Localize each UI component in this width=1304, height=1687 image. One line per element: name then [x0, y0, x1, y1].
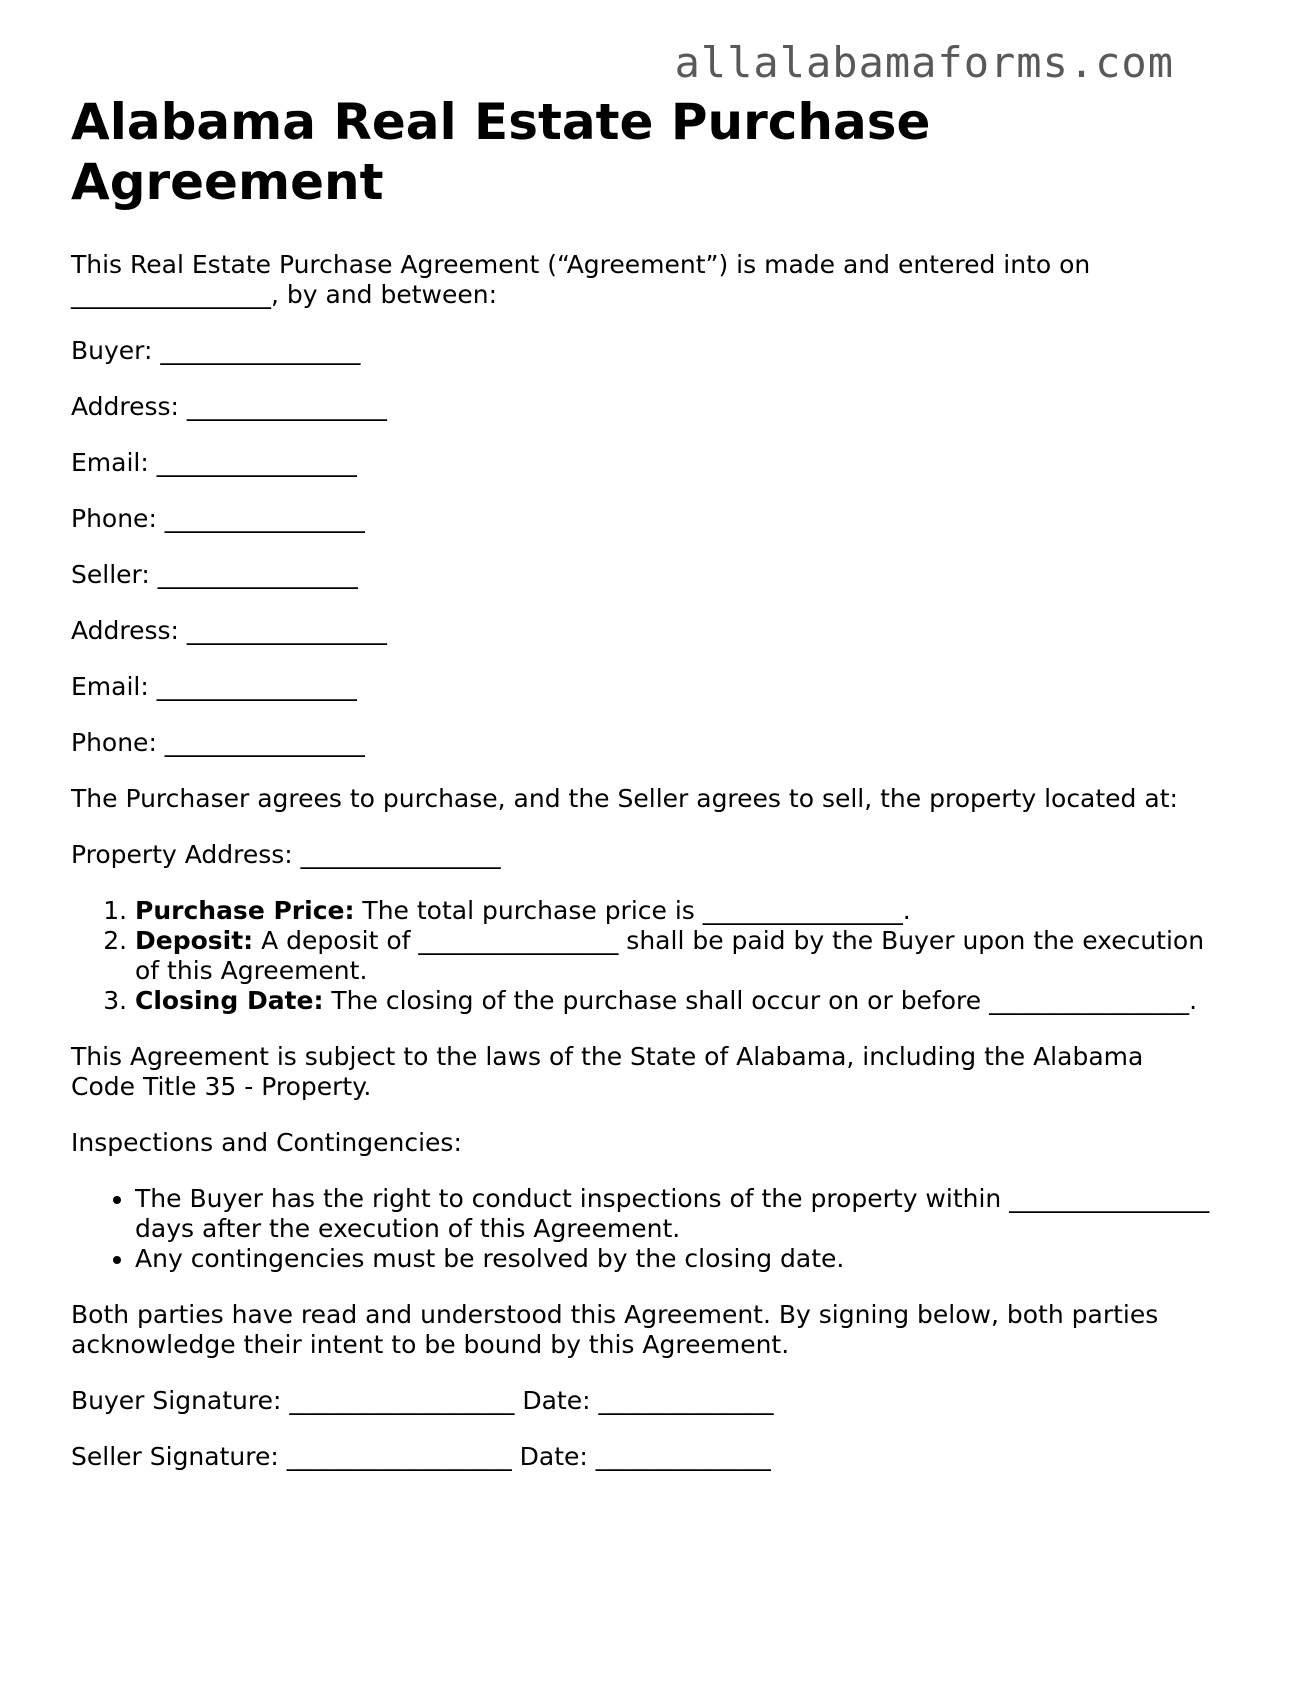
- buyer-address-field[interactable]: Address: ________________: [71, 392, 387, 421]
- site-watermark: allalabamaforms.com: [674, 38, 1174, 87]
- term-purchase-price[interactable]: [135, 896, 1211, 926]
- page-title: Alabama Real Estate Purchase Agreement: [71, 93, 931, 211]
- inspection-item: • Any contingencies must be resolved by the closing date.: [135, 1244, 1211, 1274]
- seller-signature-field[interactable]: Seller Signature: __________________ Date: ______________: [71, 1442, 771, 1471]
- seller-phone-field[interactable]: Phone: ________________: [71, 728, 365, 757]
- inspections-heading: Inspections and Contingencies:: [71, 1128, 462, 1157]
- purchase-statement: The Purchaser agrees to purchase, and the Seller agrees to sell, the property located at:: [71, 784, 1178, 813]
- property-address-field[interactable]: Property Address: ________________: [71, 840, 501, 869]
- seller-address-field[interactable]: Address: ________________: [71, 616, 387, 645]
- term-label: Closing Date:: [135, 986, 324, 1015]
- buyer-phone-field[interactable]: Phone: ________________: [71, 504, 365, 533]
- buyer-name-field[interactable]: Buyer: ________________: [71, 336, 361, 365]
- term-text: A deposit of ________________ shall be paid by the Buyer upon the execution of this Agreement.: [135, 926, 1205, 985]
- seller-name-field[interactable]: Seller: ________________: [71, 560, 358, 589]
- term-label: Purchase Price:: [135, 896, 355, 925]
- agreement-document: [71, 92, 1211, 1498]
- seller-email-field[interactable]: Email: ________________: [71, 672, 357, 701]
- term-deposit[interactable]: [135, 926, 1211, 986]
- term-label: Deposit:: [135, 926, 254, 955]
- term-text: The closing of the purchase shall occur on or before ________________.: [323, 986, 1198, 1015]
- buyer-signature-field[interactable]: Buyer Signature: __________________ Date: ______________: [71, 1386, 774, 1415]
- inspection-item[interactable]: • The Buyer has the right to conduct inspections of the property within ________________ days after the execution of this Agreement.: [135, 1184, 1211, 1244]
- term-text: The total purchase price is ________________.: [354, 896, 911, 925]
- terms-list: [71, 896, 1211, 1016]
- term-closing-date[interactable]: [135, 986, 1211, 1016]
- acknowledgement-paragraph: Both parties have read and understood this Agreement. By signing below, both parties acknowledge their intent to be bound by this Agreement.: [71, 1300, 1159, 1359]
- intro-paragraph: This Real Estate Purchase Agreement (“Agreement”) is made and entered into on ________________, by and between:: [71, 250, 1091, 309]
- buyer-email-field[interactable]: Email: ________________: [71, 448, 357, 477]
- governing-law-paragraph: This Agreement is subject to the laws of the State of Alabama, including the Alabama Code Title 35 - Property.: [71, 1042, 1144, 1101]
- inspections-list: [71, 1184, 1211, 1274]
